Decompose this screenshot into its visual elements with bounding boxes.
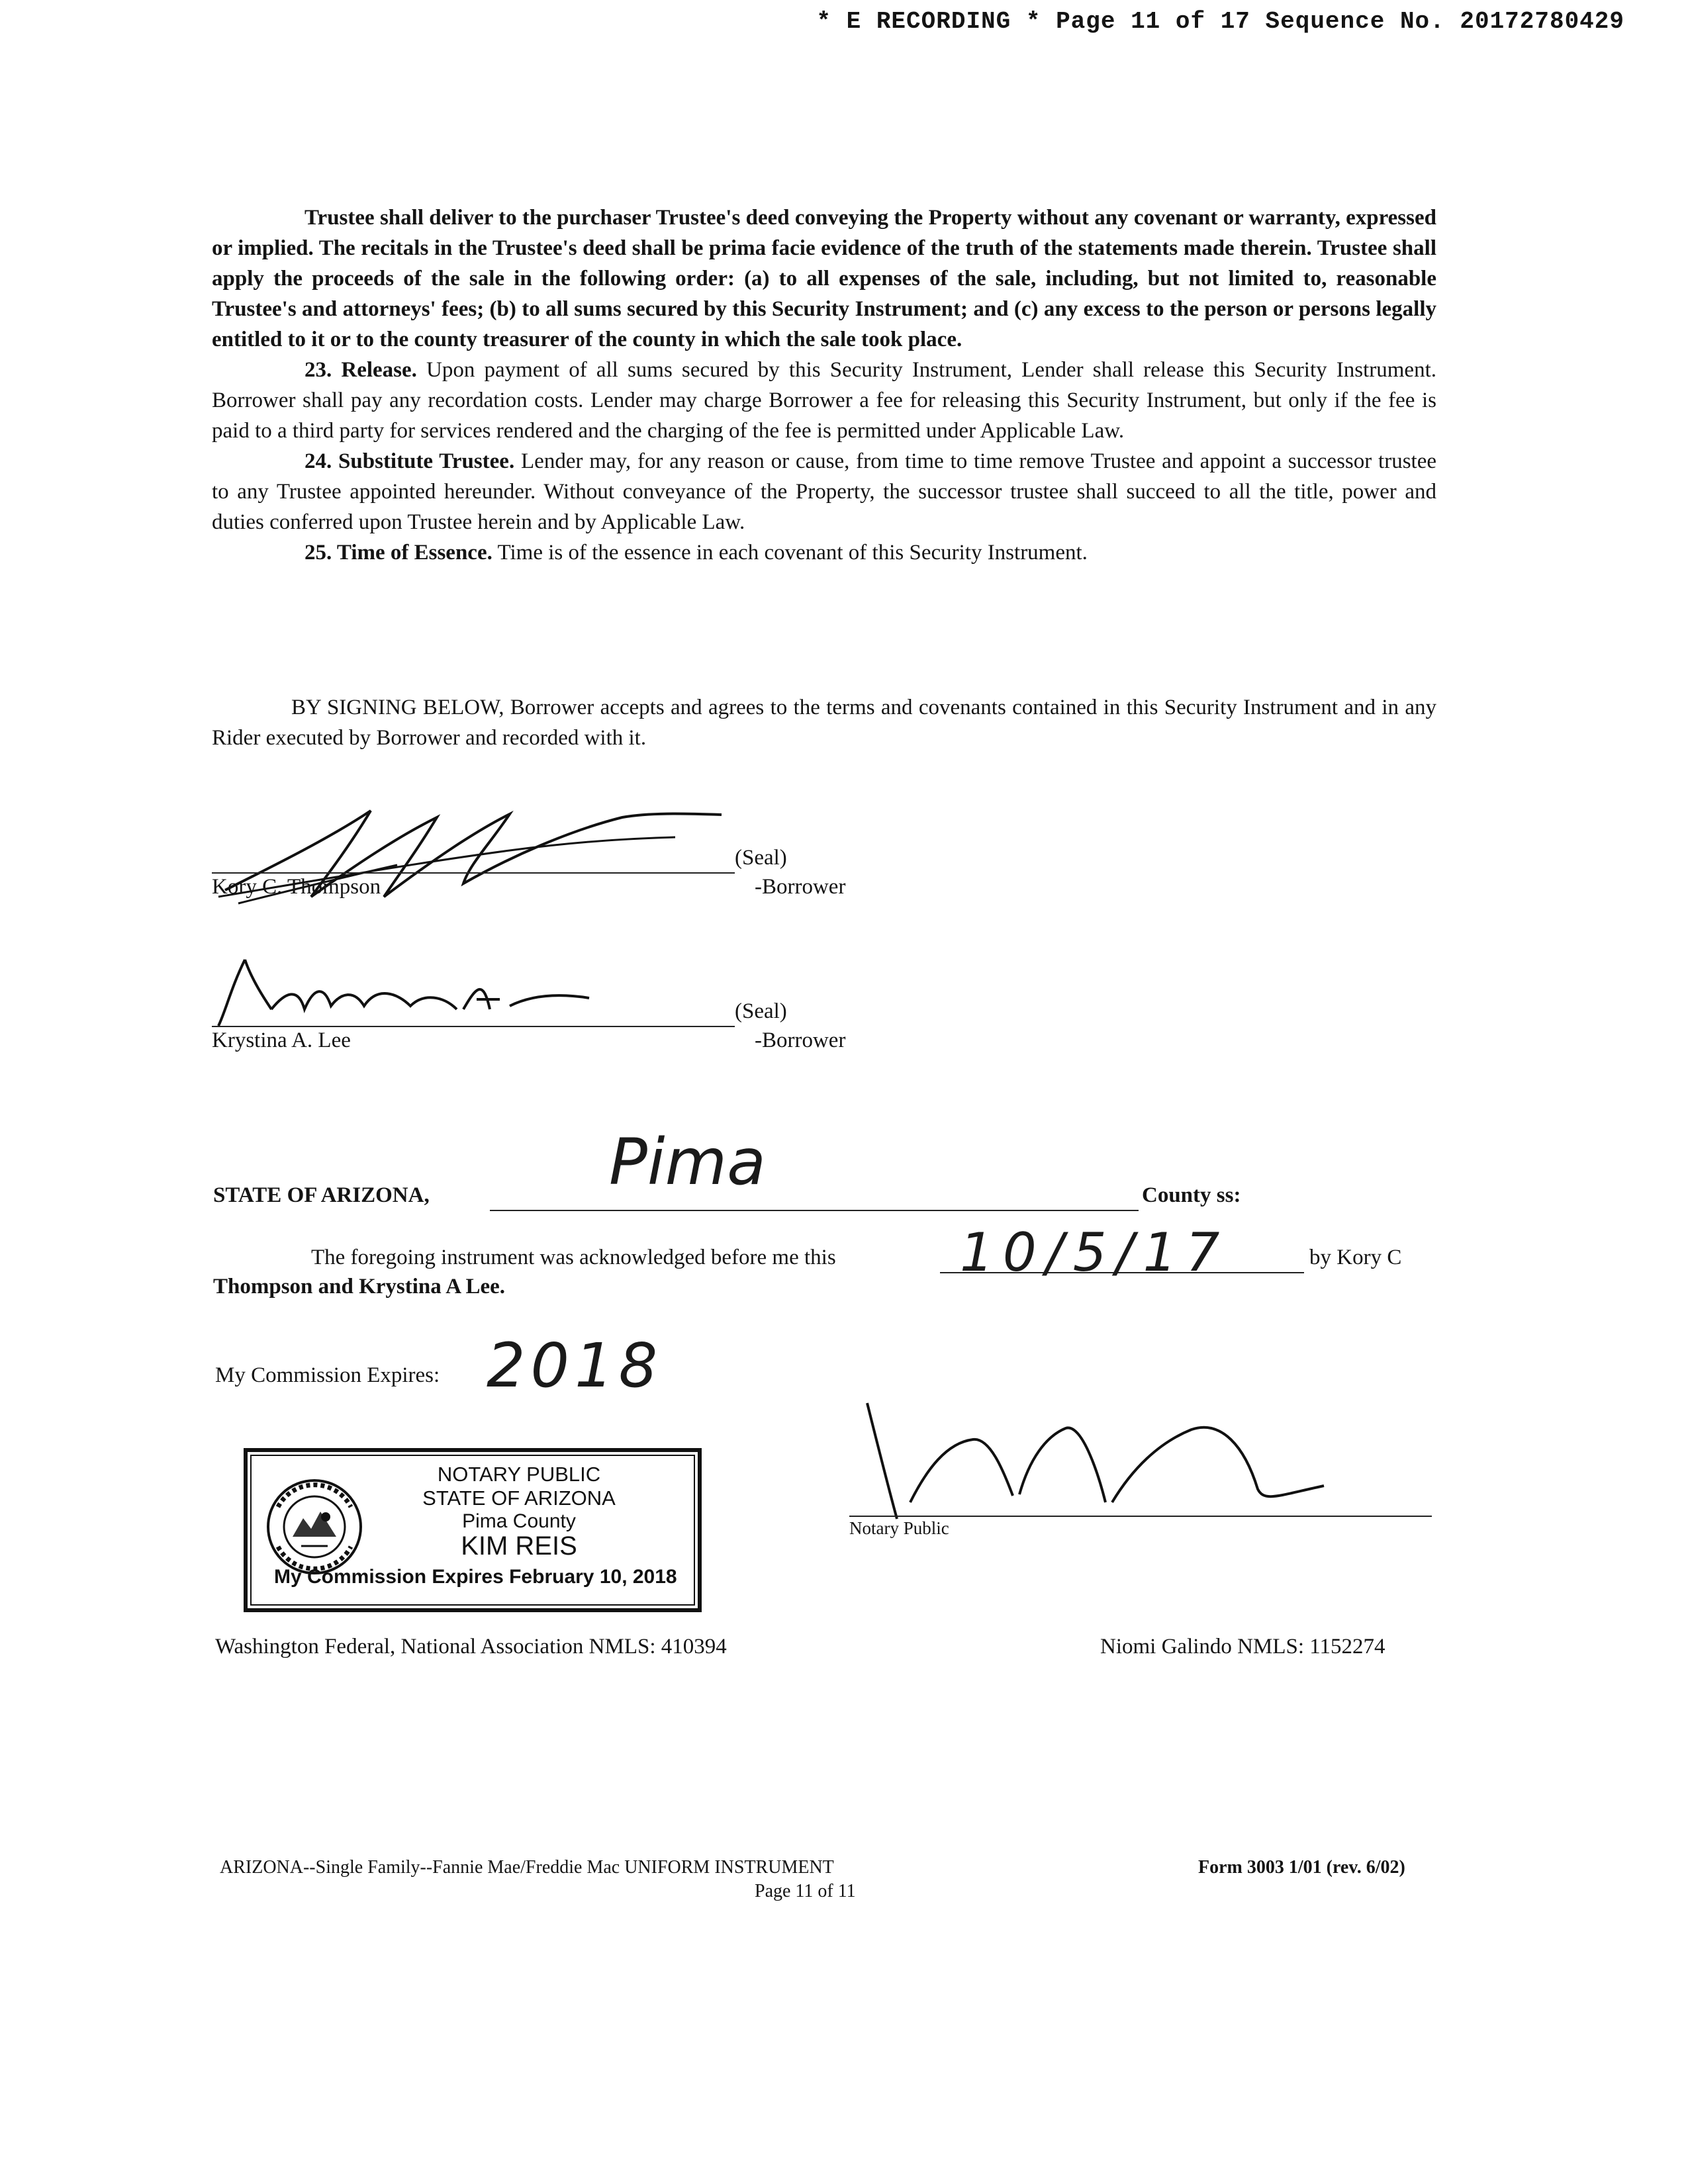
footer-form-number: Form 3003 1/01 (rev. 6/02) — [1198, 1857, 1405, 1878]
acknowledgment-names: Thompson and Krystina A Lee. — [213, 1275, 506, 1298]
section-24-text: Lender may, for any reason or cause, from time to time remove Trustee and appoint a successor trustee to any Trustee appointed hereunder. Without conveyance of the Property, the successor trustee shall succeed to all the title, power and duties conferred upon Trustee herein and by Applicable Law. — [212, 449, 1437, 534]
commission-label: My Commission Expires: — [215, 1363, 440, 1387]
originator-nmls: Niomi Galindo NMLS: 1152274 — [1100, 1635, 1385, 1659]
acknowledgment-by: by Kory C — [1309, 1246, 1402, 1269]
section-25-heading: 25. Time of Essence. — [305, 541, 492, 565]
acknowledgment-sentence-start: The foregoing instrument was acknowledged before me this — [311, 1246, 836, 1269]
stamp-notary-public: NOTARY PUBLIC — [437, 1463, 601, 1486]
borrower-1-name: Kory C. Thompson — [212, 875, 381, 899]
commission-handwritten: 2018 — [487, 1330, 663, 1401]
notary-signature-line — [849, 1516, 1432, 1517]
section-23-heading: 23. Release. — [305, 358, 417, 382]
section-23-release — [212, 355, 1436, 446]
county-handwritten: Pima — [609, 1125, 766, 1199]
borrower-1-seal: (Seal) — [735, 846, 787, 870]
borrower-1-role: -Borrower — [755, 875, 846, 899]
footer-instrument: ARIZONA--Single Family--Fannie Mae/Freddie Mac UNIFORM INSTRUMENT — [220, 1857, 834, 1878]
borrower-2-name: Krystina A. Lee — [212, 1028, 351, 1052]
recording-header: * E RECORDING * Page 11 of 17 Sequence No. 20172780429 — [816, 8, 1624, 35]
section-23-text: Upon payment of all sums secured by this Security Instrument, Lender shall release this Security Instrument. Borrower shall pay any recordation costs. Lender may charge Borrower a fee for releasing this Security Instrument, but only if the fee is paid to a third party for services rendered and the charging of the fee is permitted under Applicable Law. — [212, 358, 1436, 443]
signing-statement — [212, 692, 1436, 753]
notary-public-label: Notary Public — [849, 1518, 949, 1538]
stamp-notary-name: KIM REIS — [461, 1531, 577, 1561]
signing-statement-text: BY SIGNING BELOW, Borrower accepts and agrees to the terms and covenants contained in this Security Instrument and in any Rider executed by Borrower and recorded with it. — [212, 696, 1436, 750]
section-24-heading: 24. Substitute Trustee. — [305, 449, 515, 473]
footer-page-number: Page 11 of 11 — [755, 1881, 856, 1901]
section-25-time-of-essence — [212, 537, 1436, 568]
section-24-substitute-trustee — [212, 446, 1436, 537]
arizona-state-seal-icon — [265, 1477, 364, 1576]
state-label: STATE OF ARIZONA, — [213, 1183, 430, 1207]
notary-stamp — [244, 1448, 702, 1612]
county-line — [490, 1210, 1139, 1211]
stamp-county: Pima County — [462, 1510, 576, 1532]
borrower-2-signature-line — [212, 1026, 735, 1027]
stamp-commission-expires: My Commission Expires February 10, 2018 — [274, 1566, 677, 1588]
stamp-state: STATE OF ARIZONA — [422, 1486, 616, 1510]
section-25-text: Time is of the essence in each covenant of this Security Instrument. — [497, 541, 1088, 565]
legal-text-block — [212, 203, 1436, 568]
notary-signature-scribble — [847, 1396, 1364, 1529]
borrower-2-signature-scribble — [199, 946, 622, 1032]
borrower-1-signature-line — [212, 872, 735, 874]
borrower-2-seal: (Seal) — [735, 999, 787, 1023]
lender-nmls: Washington Federal, National Association NMLS: 410394 — [215, 1635, 727, 1659]
county-label: County ss: — [1142, 1183, 1241, 1207]
trustee-deed-paragraph: Trustee shall deliver to the purchaser Trustee's deed conveying the Property without any covenant or warranty, expressed or implied. The recitals in the Trustee's deed shall be prima facie evidence of the truth of the statements made therein. Trustee shall apply the proceeds of the sale in the following order: (a) to all expenses of the sale, including, but not limited to, reasonable Trustee's and attorneys' fees; (b) to all sums secured by this Security Instrument; and (c) any excess to the person or persons legally entitled to it or to the county treasurer of the county in which the sale took place. — [212, 206, 1436, 351]
borrower-2-role: -Borrower — [755, 1028, 846, 1052]
date-handwritten: 10/5/17 — [960, 1222, 1229, 1283]
